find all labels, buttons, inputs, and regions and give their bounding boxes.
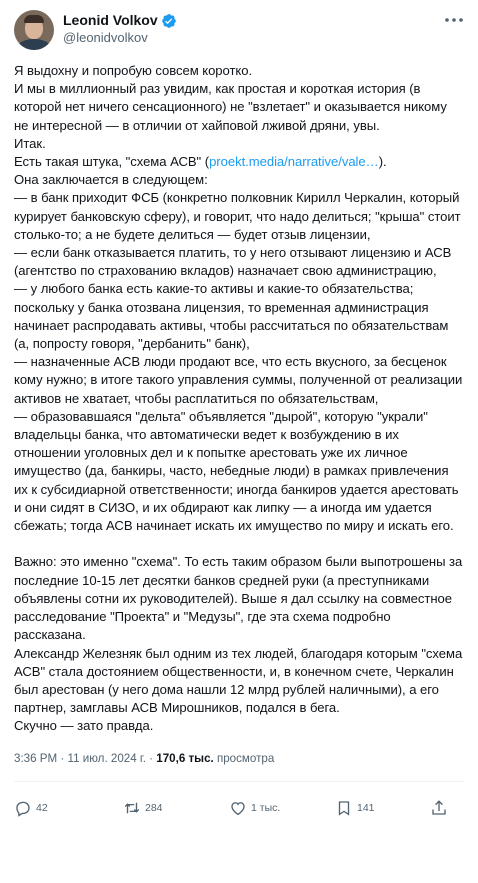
reply-count: 42 bbox=[36, 801, 48, 814]
views-label: просмотра bbox=[213, 751, 275, 765]
like-count: 1 тыс. bbox=[251, 801, 281, 814]
bookmark-button[interactable] bbox=[335, 799, 375, 817]
verified-badge-icon bbox=[161, 13, 177, 29]
author-info bbox=[63, 12, 177, 46]
tweet-text-main: ). Она заключается в следующем: — в банк приходит ФСБ (конкретно полковник Кирилл Черкалин, который курирует банковскую сферу), и говорит, что надо делиться; "крыша" стоит столько-то; а не будете делиться — будет отзыв лицензии, — если банк отказывается платить, то у него отзывают лицензию и АСВ (агентство по страхованию вкладов) назначает свою администрацию, — у любого банка есть какие-то активы и какие-то обязательства; поскольку у банка отозвана лицензия, то временная администрация начинает распродавать активы, чтобы рассчитаться по обязательствам (а, попросту говоря, "дербанить" банк), — назначенные АСВ люди продают все, что есть вкусного, за бесценок кому нужно; в итоге такого управления суммы, полученной от реализации активов не хватает, чтобы расплатиться по обязательствам, — образовавшаяся "дельта" объявляется "дырой", которую "украли" владельцы банка, что автоматически ведет к возбуждению в их отношении уголовных дел и к попытке арестовать уже их личное имущество (да, банкиры, часто, небедные люди) в рамках привлечения их к субсидиарной ответственности; иногда банкиров удается арестовать и они сидят в СИЗО, и их обдирают как липку — а иногда им удается сбежать; тогда АСВ начинает искать их имущество по миру и искать его. Важно: это именно "схема". То есть таким образом были выпотрошены за последние 10-15 лет десятки банков средней руки (а преступниками объявлены сотни их руководителей). Выше я дал ссылку на совместное расследование "Проекта" и "Медузы", где эта схема подробно рассказана. Александр Железняк был одним из тех людей, благодаря которым "схема АСВ" стала достоянием общественности, и, в конечном счете, Черкалин был арестован (у него дома нашли 12 млрд рублей наличными), а его партнер, замглавы АСВ Мирошников, подался в бега. Скучно — зато правда. bbox=[14, 154, 463, 734]
like-button[interactable] bbox=[229, 799, 280, 817]
tweet-link[interactable]: proekt.media/narrative/vale… bbox=[209, 154, 379, 170]
meta-separator: · bbox=[57, 751, 68, 765]
tweet-header bbox=[14, 10, 464, 56]
avatar[interactable] bbox=[14, 10, 54, 50]
bookmark-count: 141 bbox=[357, 801, 375, 814]
heart-icon bbox=[229, 799, 247, 817]
repost-count: 284 bbox=[145, 801, 163, 814]
views-count: 170,6 тыс. bbox=[156, 751, 214, 765]
repost-icon bbox=[123, 799, 141, 817]
tweet-meta bbox=[14, 751, 464, 766]
author-handle[interactable]: @leonidvolkov bbox=[63, 30, 148, 45]
divider bbox=[14, 781, 464, 782]
tweet-text-intro: Я выдохну и попробую совсем коротко. И мы в миллионный раз увидим, как простая и короткая история (в которой нет ничего сенсационного) не "взлетает" и оказывается никому не интересной — в отличии от хайповой лживой дряни, увы. Итак. Есть такая штука, "схема АСВ" ( bbox=[14, 63, 447, 170]
tweet-date[interactable]: 11 июл. 2024 г. bbox=[67, 751, 146, 765]
share-icon bbox=[430, 799, 448, 817]
share-button[interactable] bbox=[430, 799, 448, 817]
author-name[interactable]: Leonid Volkov bbox=[63, 12, 158, 28]
repost-button[interactable] bbox=[123, 799, 163, 817]
more-options-icon[interactable] bbox=[444, 14, 464, 26]
reply-icon bbox=[14, 799, 32, 817]
tweet-time[interactable]: 3:36 PM bbox=[14, 751, 58, 765]
reply-button[interactable] bbox=[14, 799, 48, 817]
bookmark-icon bbox=[335, 799, 353, 817]
tweet-text bbox=[14, 62, 464, 736]
meta-separator: · bbox=[145, 751, 157, 765]
action-bar bbox=[14, 790, 464, 826]
